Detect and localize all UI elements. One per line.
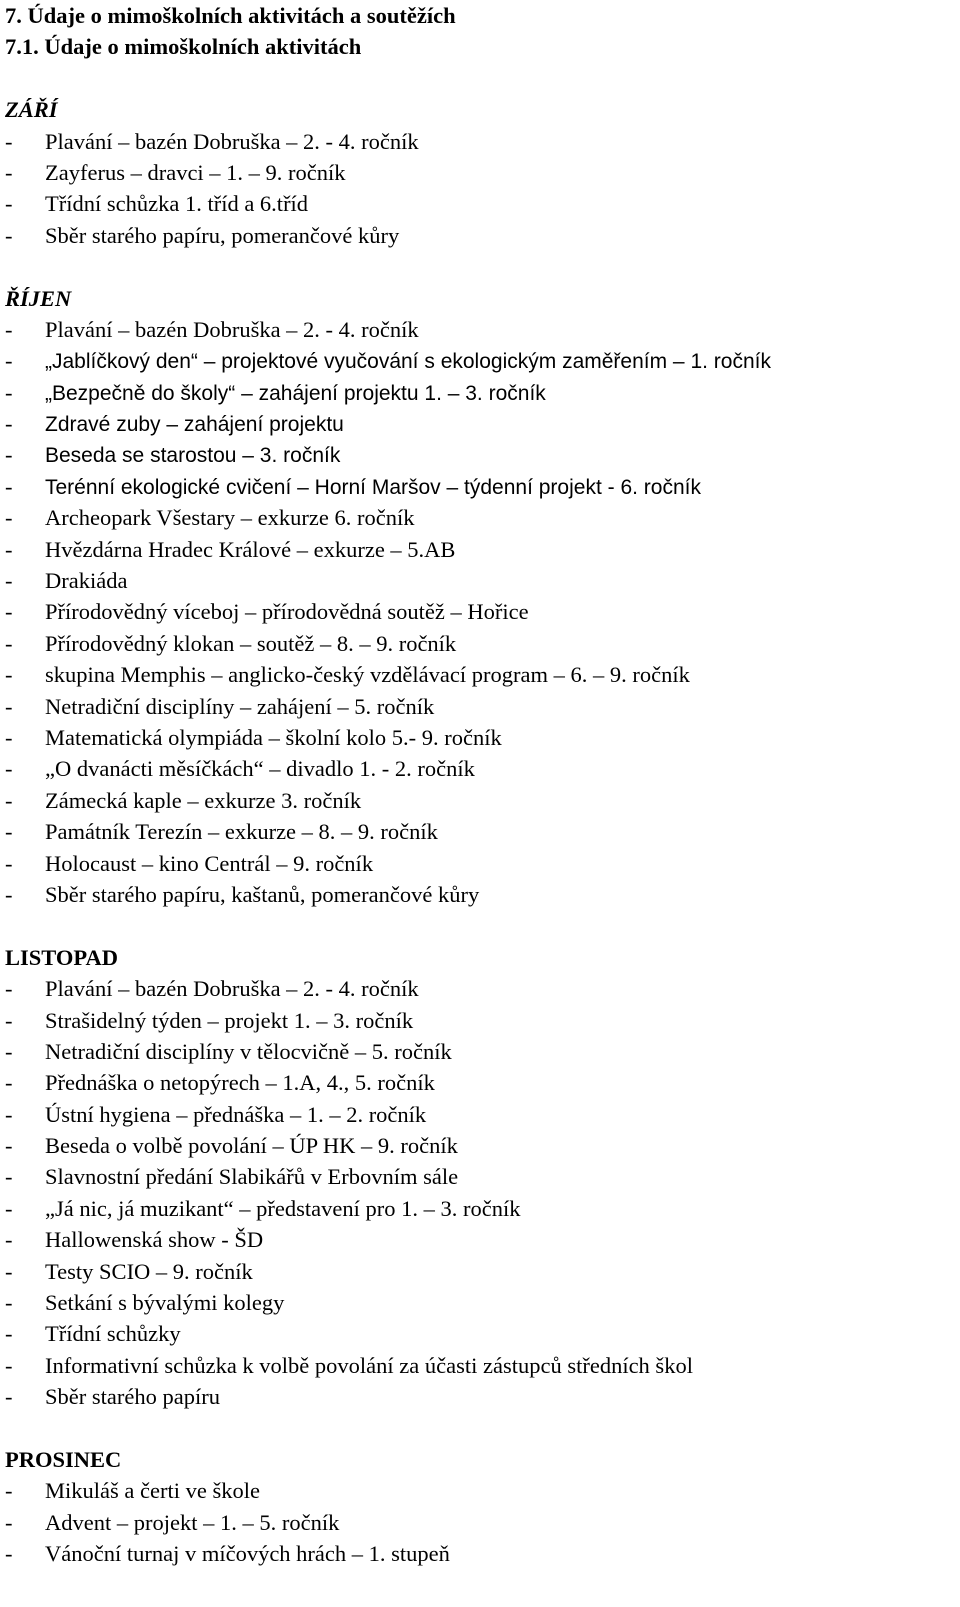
- list-dash: -: [5, 599, 13, 625]
- list-dash: -: [5, 1541, 13, 1567]
- list-item: - Terénní ekologické cvičení – Horní Maršov – týdenní projekt - 6. ročník: [5, 471, 955, 502]
- list-dash: -: [5, 379, 13, 405]
- list-item: - Archeopark Všestary – exkurze 6. ročník: [5, 502, 955, 533]
- list-dash: -: [5, 411, 13, 437]
- list-item: - Beseda o volbě povolání – ÚP HK – 9. ročník: [5, 1130, 955, 1161]
- activity-list-listopad: [5, 973, 955, 1412]
- list-dash: -: [5, 1007, 13, 1033]
- list-dash: -: [5, 630, 13, 656]
- list-dash: -: [5, 568, 13, 594]
- list-item: - Přírodovědný klokan – soutěž – 8. – 9. ročník: [5, 628, 955, 659]
- list-item: - Informativní schůzka k volbě povolání za účasti zástupců středních škol: [5, 1350, 955, 1381]
- list-item: - Mikuláš a čerti ve škole: [5, 1475, 955, 1506]
- spacer: [5, 63, 955, 94]
- list-dash: -: [5, 1101, 13, 1127]
- list-dash: -: [5, 1195, 13, 1221]
- list-dash: -: [5, 1290, 13, 1316]
- list-dash: -: [5, 1478, 13, 1504]
- list-dash: -: [5, 1352, 13, 1378]
- list-dash: -: [5, 881, 13, 907]
- spacer: [5, 910, 955, 941]
- list-item: - Třídní schůzky: [5, 1318, 955, 1349]
- month-heading-prosinec: PROSINEC: [5, 1446, 122, 1472]
- list-item: - Setkání s bývalými kolegy: [5, 1287, 955, 1318]
- list-item: - Plavání – bazén Dobruška – 2. - 4. ročník: [5, 314, 955, 345]
- document-page: [5, 0, 955, 1570]
- list-dash: -: [5, 662, 13, 688]
- activity-list-rijen: [5, 314, 955, 910]
- list-item: - Testy SCIO – 9. ročník: [5, 1256, 955, 1287]
- list-item: - Plavání – bazén Dobruška – 2. - 4. ročník: [5, 973, 955, 1004]
- list-item: - Netradiční disciplíny v tělocvičně – 5. ročník: [5, 1036, 955, 1067]
- list-dash: -: [5, 505, 13, 531]
- list-item: - Holocaust – kino Centrál – 9. ročník: [5, 848, 955, 879]
- list-dash: -: [5, 128, 13, 154]
- list-item: - Zámecká kaple – exkurze 3. ročník: [5, 785, 955, 816]
- list-item: - Přírodovědný víceboj – přírodovědná soutěž – Hořice: [5, 596, 955, 627]
- list-item: - Přednáška o netopýrech – 1.A, 4., 5. ročník: [5, 1067, 955, 1098]
- list-item: - Třídní schůzka 1. tříd a 6.tříd: [5, 188, 955, 219]
- list-item: - Drakiáda: [5, 565, 955, 596]
- month-heading-listopad: LISTOPAD: [5, 944, 118, 970]
- list-dash: -: [5, 724, 13, 750]
- list-dash: -: [5, 787, 13, 813]
- list-dash: -: [5, 1070, 13, 1096]
- list-item: - skupina Memphis – anglicko-český vzdělávací program – 6. – 9. ročník: [5, 659, 955, 690]
- list-dash: -: [5, 536, 13, 562]
- list-item: - Zayferus – dravci – 1. – 9. ročník: [5, 157, 955, 188]
- list-dash: -: [5, 1038, 13, 1064]
- list-item: - Netradiční disciplíny – zahájení – 5. ročník: [5, 691, 955, 722]
- list-dash: -: [5, 191, 13, 217]
- list-dash: -: [5, 222, 13, 248]
- spacer: [5, 1413, 955, 1444]
- list-dash: -: [5, 1164, 13, 1190]
- month-heading-zari: ZÁŘÍ: [5, 97, 58, 123]
- spacer: [5, 251, 955, 282]
- list-dash: -: [5, 976, 13, 1002]
- list-item: - „Jablíčkový den“ – projektové vyučování s ekologickým zaměřením – 1. ročník: [5, 345, 955, 376]
- list-item: - Beseda se starostou – 3. ročník: [5, 439, 955, 470]
- subsection-heading: 7.1. Údaje o mimoškolních aktivitách: [5, 34, 362, 60]
- list-dash: -: [5, 473, 13, 499]
- list-item: - „Bezpečně do školy“ – zahájení projektu 1. – 3. ročník: [5, 377, 955, 408]
- list-dash: -: [5, 1509, 13, 1535]
- activity-list-zari: [5, 126, 955, 252]
- list-item: - Sběr starého papíru, pomerančové kůry: [5, 220, 955, 251]
- list-item: - Ústní hygiena – přednáška – 1. – 2. ročník: [5, 1099, 955, 1130]
- list-dash: -: [5, 1321, 13, 1347]
- list-dash: -: [5, 1133, 13, 1159]
- list-item: - Matematická olympiáda – školní kolo 5.- 9. ročník: [5, 722, 955, 753]
- list-item: - Strašidelný týden – projekt 1. – 3. ročník: [5, 1005, 955, 1036]
- section-heading: 7. Údaje o mimoškolních aktivitách a soutěžích: [5, 3, 456, 28]
- list-dash: -: [5, 819, 13, 845]
- list-dash: -: [5, 348, 13, 374]
- list-dash: -: [5, 850, 13, 876]
- list-dash: -: [5, 442, 13, 468]
- list-dash: -: [5, 693, 13, 719]
- list-dash: -: [5, 159, 13, 185]
- list-item: - „Já nic, já muzikant“ – představení pro 1. – 3. ročník: [5, 1193, 955, 1224]
- list-item: - Plavání – bazén Dobruška – 2. - 4. ročník: [5, 126, 955, 157]
- list-dash: -: [5, 1258, 13, 1284]
- list-dash: -: [5, 316, 13, 342]
- list-dash: -: [5, 756, 13, 782]
- list-item: - Památník Terezín – exkurze – 8. – 9. ročník: [5, 816, 955, 847]
- list-item: - „O dvanácti měsíčkách“ – divadlo 1. - 2. ročník: [5, 753, 955, 784]
- list-item: - Advent – projekt – 1. – 5. ročník: [5, 1507, 955, 1538]
- list-item: - Sběr starého papíru: [5, 1381, 955, 1412]
- list-dash: -: [5, 1384, 13, 1410]
- list-item: - Hallowenská show - ŠD: [5, 1224, 955, 1255]
- month-heading-rijen: ŘÍJEN: [5, 285, 72, 311]
- list-item: - Zdravé zuby – zahájení projektu: [5, 408, 955, 439]
- list-item: - Slavnostní předání Slabikářů v Erbovním sále: [5, 1161, 955, 1192]
- list-item: - Vánoční turnaj v míčových hrách – 1. stupeň: [5, 1538, 955, 1569]
- activity-list-prosinec: [5, 1475, 955, 1569]
- list-item: - Sběr starého papíru, kaštanů, pomerančové kůry: [5, 879, 955, 910]
- list-dash: -: [5, 1227, 13, 1253]
- list-item: - Hvězdárna Hradec Králové – exkurze – 5.AB: [5, 534, 955, 565]
